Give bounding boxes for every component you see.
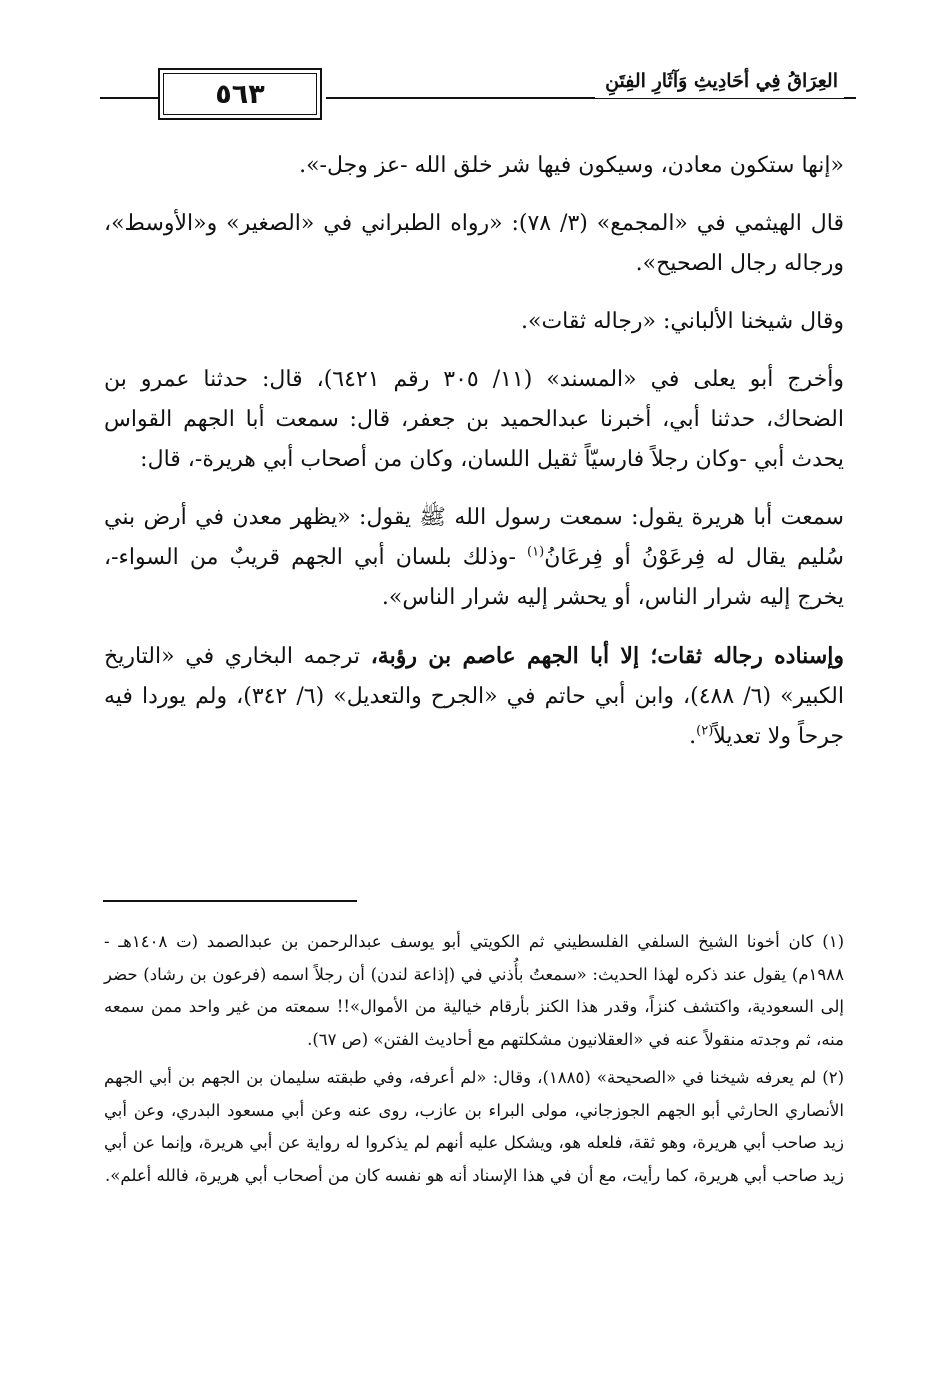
paragraph-isnad-grading [104, 636, 844, 757]
header-rule-left [100, 97, 158, 99]
isnad-details: ترجمه البخاري في «التاريخ الكبير» (٦/ ٤٨٨)، وابن أبي حاتم في «الجرح والتعديل» (٦/ ٣٤٢)، ولم يوردا فيه جرحاً ولا تعديلاً [104, 644, 844, 749]
hadith-text-part-1: سمعت أبا هريرة يقول: سمعت رسول الله ﷺ يقول: «يظهر معدن في أرض بني سُليم يقال له فِرعَوْنُ أو فِرعَانُ [104, 505, 844, 570]
page-number-frame [158, 68, 322, 120]
paragraph-albani: وقال شيخنا الألباني: «رجاله ثقات». [521, 309, 844, 334]
isnad-verdict: وإسناده رجاله ثقات؛ إلا أبا الجهم عاصم بن رؤبة، [370, 643, 844, 669]
paragraph-abu-yala: وأخرج أبو يعلى في «المسند» (١١/ ٣٠٥ رقم ٦٤٢١)، قال: حدثنا عمرو بن الضحاك، حدثنا أبي، أخبرنا عبدالحميد بن جعفر، قال: سمعت أبا الجهم القواس يحدث أبي -وكان رجلاً فارسيّاً ثقيل اللسان، وكان من أصحاب أبي هريرة-، قال: [104, 367, 844, 472]
footnote-ref-1[interactable]: (١) [527, 544, 545, 560]
footnotes [104, 926, 844, 1198]
page-number: ٥٦٣ [163, 73, 317, 115]
isnad-end: . [689, 724, 697, 749]
page-header [100, 64, 848, 126]
footnote-separator [103, 900, 357, 902]
footnote-ref-2[interactable]: (٢) [696, 723, 714, 739]
hadith-text-part-2: -وذلك بلسان أبي الجهم قريبٌ من السواء-، يخرج إليه شرار الناس، أو يحشر إليه شرار الناس». [104, 545, 844, 610]
running-title: العِرَاقُ فِي أحَادِيثِ وَآثَارِ الفِتَنِ [595, 64, 844, 98]
paragraph-hadith-text [104, 498, 844, 618]
paragraph-haythami: قال الهيثمي في «المجمع» (٣/ ٧٨): «رواه الطبراني في «الصغير» و«الأوسط»، ورجاله رجال الصحيح». [104, 211, 845, 276]
footnote-2: (٢) لم يعرفه شيخنا في «الصحيحة» (١٨٨٥)، وقال: «لم أعرفه، وفي طبقته سليمان بن الجهم بن أبي الجهم الأنصاري الحارثي أبو الجهم الجوزجاني، مولى البراء بن عازب، روى عنه وعن أبي مسعود البدري، وعن أبي زيد صاحب أبي هريرة، وهو ثقة، فلعله هو، ويشكل عليه أنهم لم يذكروا له رواية عن أبي هريرة، وإنما عن أبي زيد صاحب أبي هريرة، كما رأيت، مع أن في هذا الإسناد أنه هو نفسه كان من أصحاب أبي هريرة، فالله أعلم». [104, 1068, 844, 1185]
paragraph-hadith-quote: «إنها ستكون معادن، وسيكون فيها شر خلق الله -عز وجل-». [299, 153, 844, 178]
footnote-1: (١) كان أخونا الشيخ السلفي الفلسطيني ثم الكويتي أبو يوسف عبدالرحمن بن عبدالصمد (ت ١٤٠٨هـ - ١٩٨٨م) يقول عند ذكره لهذا الحديث: «سمعتُ بأُذني في (إذاعة لندن) أن رجلاً اسمه (فرعون بن رشاد) حضر إلى السعودية، واكتشف كنزاً، وقدر هذا الكنز بأرقام خيالية من الأموال»!! سمعته من غير واحد ممن سمعه منه، ثم وجدته منقولاً عنه في «العقلانيون مشكلتهم مع أحاديث الفتن» (ص ٦٧). [104, 932, 844, 1049]
main-text [104, 146, 844, 775]
